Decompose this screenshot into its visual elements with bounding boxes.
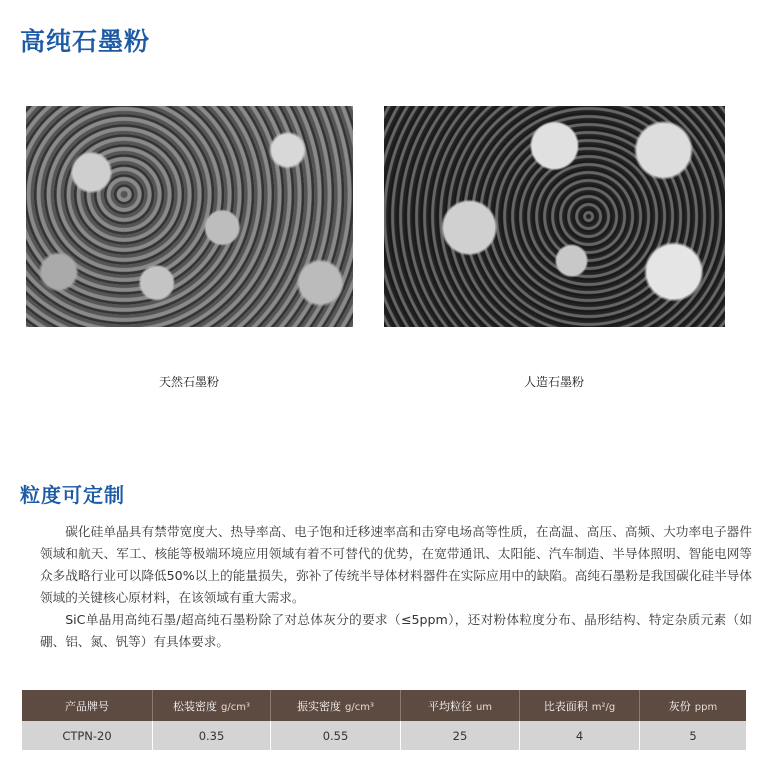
- description: [40, 521, 752, 653]
- table-row: [22, 721, 746, 750]
- column-header: [153, 690, 271, 721]
- header-label: 比表面积: [543, 699, 588, 713]
- header-unit: ppm: [694, 701, 718, 713]
- column-header: [271, 690, 401, 721]
- column-header: [401, 690, 520, 721]
- section-title: 粒度可定制: [20, 483, 125, 507]
- header-label: 松装密度: [173, 699, 218, 713]
- header-label: 平均粒径: [427, 699, 472, 713]
- cell-grade: CTPN-20: [22, 721, 153, 750]
- header-label: 产品牌号: [65, 699, 109, 713]
- paragraph: SiC单晶用高纯石墨/超高纯石墨粉除了对总体灰分的要求（≤5ppm），还对粉体粒度分布、晶形结构、特定杂质元素（如硼、铝、氮、钒等）有具体要求。: [40, 612, 752, 649]
- header-label: 振实密度: [297, 699, 342, 713]
- column-header: [22, 690, 153, 721]
- column-header: [640, 690, 747, 721]
- header-unit: um: [475, 701, 493, 713]
- cell-surface-area: 4: [520, 721, 640, 750]
- cell-ash: 5: [640, 721, 747, 750]
- cell-tap-density: 0.55: [271, 721, 401, 750]
- spec-table: [22, 690, 746, 750]
- table-header-row: [22, 690, 746, 721]
- header-unit: m²/g: [591, 701, 616, 713]
- cell-bulk-density: 0.35: [153, 721, 271, 750]
- header-unit: g/cm³: [221, 701, 250, 713]
- synthetic-graphite-sem-image: [384, 106, 725, 327]
- header-unit: g/cm³: [345, 701, 374, 713]
- image-caption: 天然石墨粉: [159, 375, 220, 389]
- column-header: [520, 690, 640, 721]
- image-caption: 人造石墨粉: [524, 375, 585, 389]
- cell-particle-size: 25: [401, 721, 520, 750]
- natural-graphite-sem-image: [26, 106, 353, 327]
- page-title: 高纯石墨粉: [20, 27, 151, 56]
- header-label: 灰份: [668, 699, 691, 713]
- paragraph: 碳化硅单晶具有禁带宽度大、热导率高、电子饱和迁移速率高和击穿电场高等性质，在高温、高压、高频、大功率电子器件领域和航天、军工、核能等极端环境应用领域有着不可替代的优势，在宽带通讯、太阳能、汽车制造、半导体照明、智能电网等众多战略行业可以降低50%以上的能量损失，弥补了传统半导体材料器件在实际应用中的缺陷。高纯石墨粉是我国碳化硅半导体领域的关键核心原材料，在该领域有重大需求。: [40, 524, 752, 605]
